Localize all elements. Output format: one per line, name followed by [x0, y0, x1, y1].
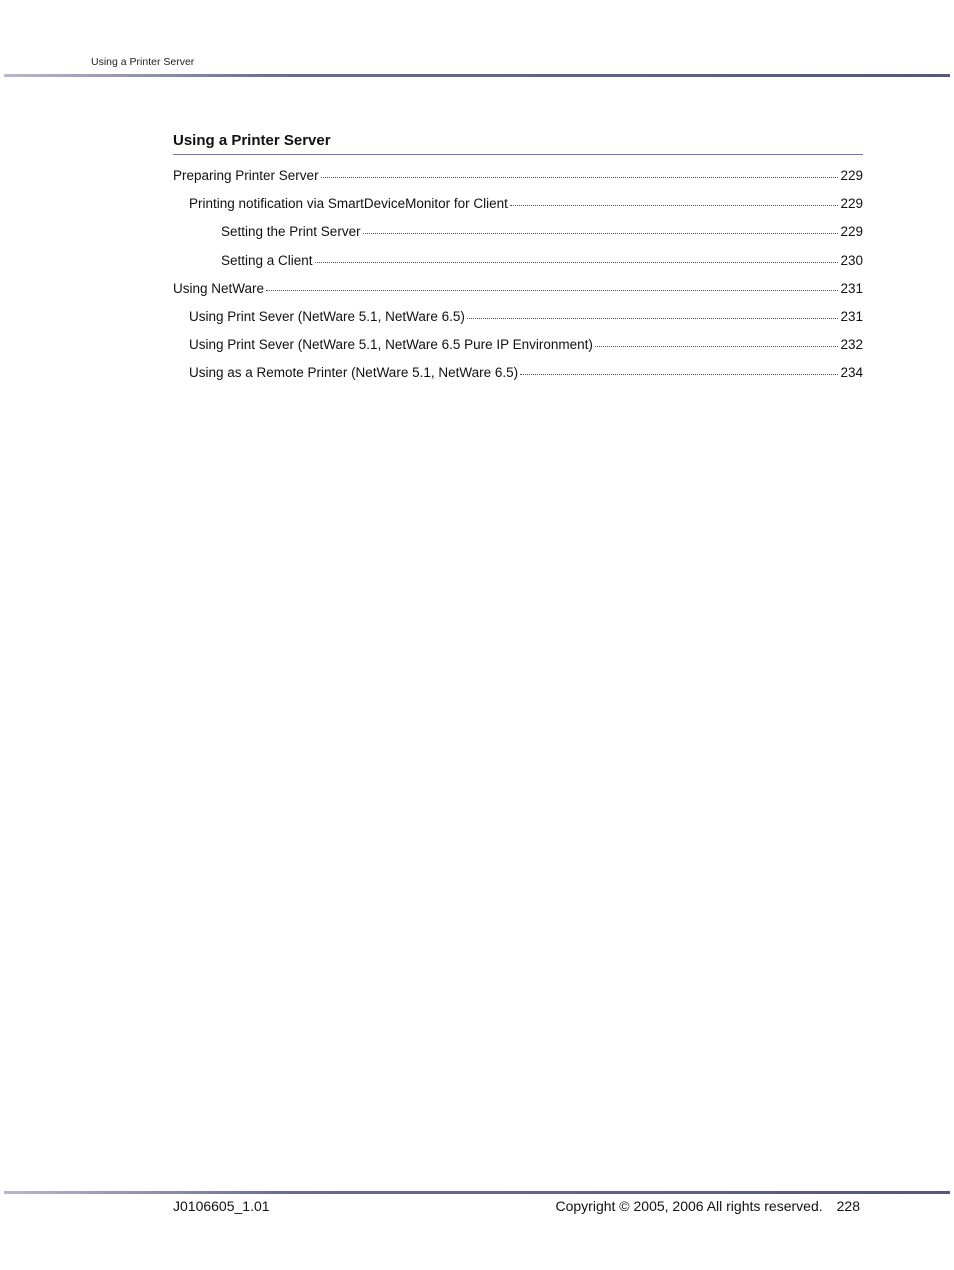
toc-leader-dots: [595, 345, 839, 347]
toc-entry[interactable]: [173, 224, 863, 252]
toc-leader-dots: [315, 261, 839, 263]
page-number: 228: [836, 1198, 860, 1214]
toc-entry-label: Preparing Printer Server: [173, 168, 319, 183]
toc-leader-dots: [510, 204, 839, 206]
running-header: Using a Printer Server: [91, 56, 195, 68]
table-of-contents: [173, 168, 863, 394]
document-id: J0106605_1.01: [173, 1198, 270, 1214]
toc-entry-page: 231: [840, 308, 863, 324]
toc-leader-dots: [266, 289, 838, 291]
toc-leader-dots: [520, 373, 838, 375]
toc-entry[interactable]: [173, 168, 863, 196]
toc-leader-dots: [467, 317, 839, 319]
toc-entry-label: Using NetWare: [173, 280, 265, 296]
toc-entry-page: 232: [840, 337, 863, 353]
header-rule: [4, 74, 950, 77]
toc-entry-page: 230: [840, 252, 863, 268]
toc-entry-label: Using Print Sever (NetWare 5.1, NetWare 6.5 Pure IP Environment): [189, 337, 593, 353]
toc-leader-dots: [321, 176, 839, 178]
section-title-underline: [173, 154, 863, 155]
footer-copyright-block: [556, 1198, 861, 1214]
toc-entry-label: Using Print Sever (NetWare 5.1, NetWare 6.5): [189, 308, 465, 324]
section-title: Using a Printer Server: [173, 132, 331, 149]
toc-entry-page: 229: [840, 196, 863, 212]
toc-entry[interactable]: [173, 337, 863, 365]
toc-entry-page: 234: [840, 365, 863, 381]
toc-entry[interactable]: [173, 309, 863, 337]
toc-entry[interactable]: [173, 365, 863, 393]
footer-rule: [4, 1191, 950, 1194]
toc-entry[interactable]: [173, 253, 863, 281]
toc-leader-dots: [363, 232, 839, 234]
toc-entry-label: Setting the Print Server: [221, 224, 361, 240]
toc-entry-page: 229: [840, 224, 863, 240]
copyright-notice: Copyright © 2005, 2006 All rights reserved.: [555, 1198, 823, 1214]
toc-entry-label: Printing notification via SmartDeviceMonitor for Client: [189, 196, 508, 212]
toc-entry[interactable]: [173, 196, 863, 224]
toc-entry-page: 229: [840, 168, 863, 183]
toc-entry-page: 231: [840, 280, 863, 296]
toc-entry-label: Setting a Client: [221, 252, 313, 268]
toc-entry[interactable]: [173, 281, 863, 309]
toc-entry-label: Using as a Remote Printer (NetWare 5.1, NetWare 6.5): [189, 365, 519, 381]
